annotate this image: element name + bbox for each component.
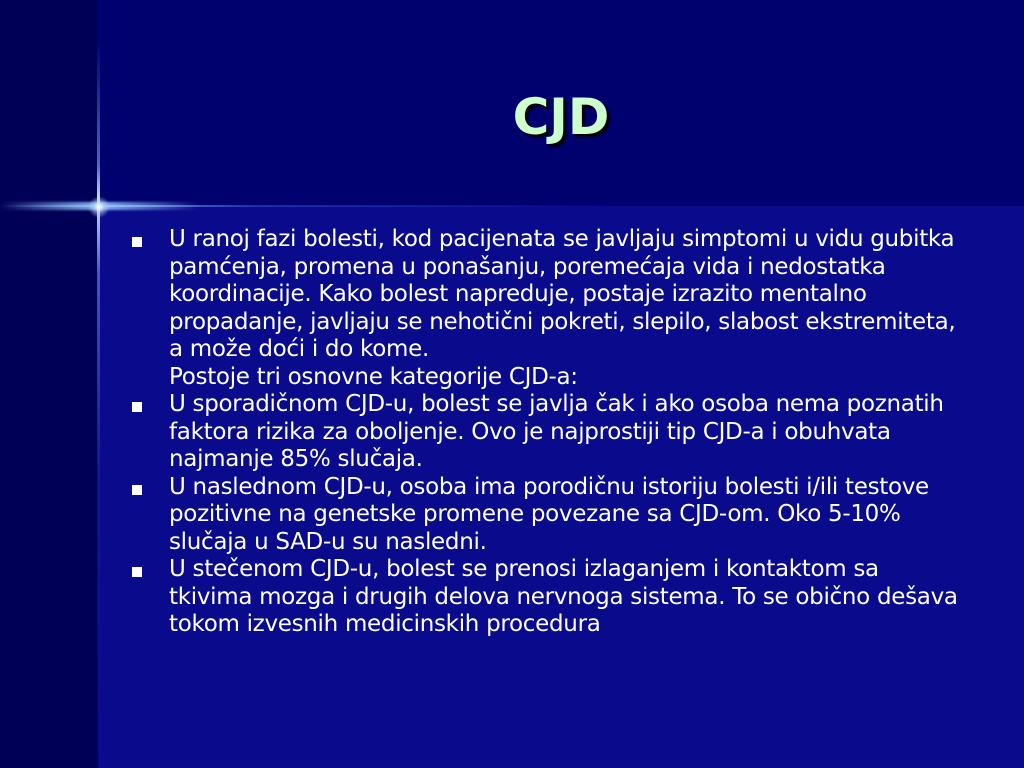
square-bullet-icon (132, 485, 142, 495)
bullet-item (130, 556, 960, 639)
slide-title: CJD (512, 88, 610, 146)
bullet-item (130, 226, 960, 391)
bullet-text: U sporadičnom CJD-u, bolest se javlja čak i ako osoba nema poznatih faktora rizika za oboljenje. Ovo je najprostiji tip CJD-a i obuhvata najmanje 85% slučaja. (169, 391, 944, 472)
bullet-text: U naslednom CJD-u, osoba ima porodičnu istoriju bolesti i/ili testove pozitivne na genetske promene povezane sa CJD-om. Oko 5-10% slučaja u SAD-u su nasledni. (169, 473, 929, 555)
square-bullet-icon (132, 402, 142, 412)
light-flare-star-icon (88, 196, 110, 218)
bullet-item (130, 391, 960, 474)
square-bullet-icon (132, 237, 142, 247)
bullet-text: U stečenom CJD-u, bolest se prenosi izlaganjem i kontaktom sa tkivima mozga i drugih delova nervnoga sistema. To se obično dešava tokom izvesnih medicinskih procedura (169, 556, 958, 637)
left-band (0, 0, 98, 768)
square-bullet-icon (132, 567, 142, 577)
bullet-text: U ranoj fazi bolesti, kod pacijenata se javljaju simptomi u vidu gubitka pamćenja, promena u ponašanju, poremećaja vida i nedostatka koordinacije. Kako bolest napreduje, postaje izrazito mentalno propadanje, javljaju se nehotični pokreti, slepilo, slabost ekstremiteta, a može doći i do kome. Postoje tri osnovne kategorije CJD-a: (169, 226, 956, 390)
bullet-item (130, 474, 960, 557)
bullet-list (130, 226, 960, 639)
